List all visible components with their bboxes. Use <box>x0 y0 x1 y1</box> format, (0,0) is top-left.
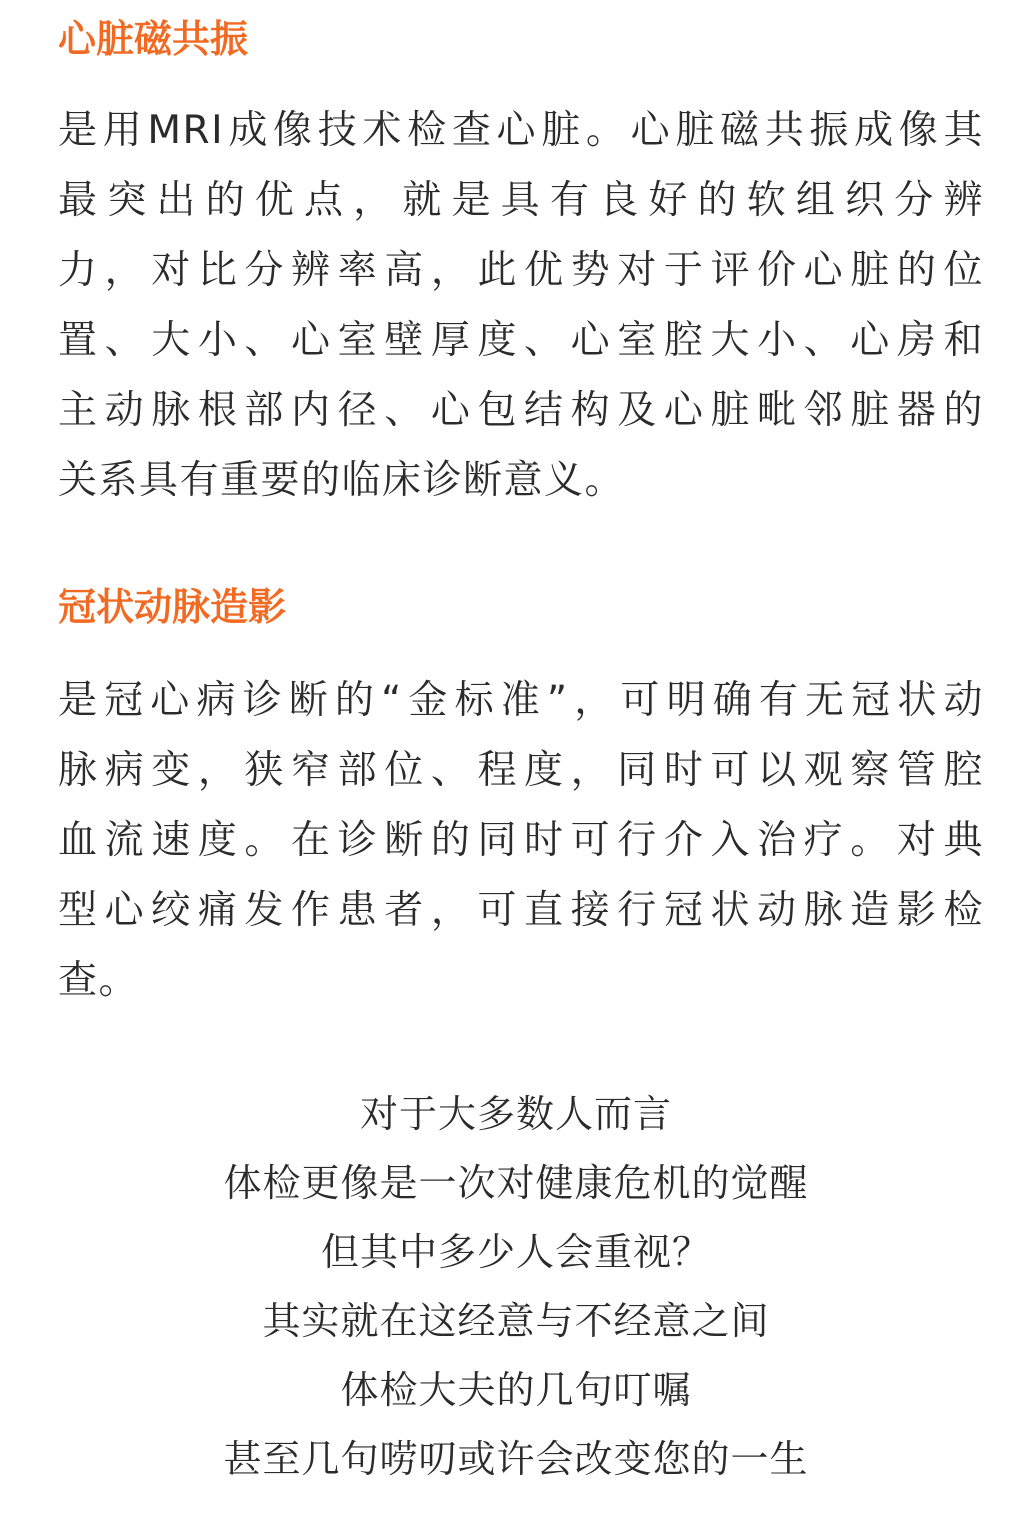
section-body-coronary-angiography <box>58 666 984 1016</box>
body-line: 是用MRI成像技术检查心脏。心脏磁共振成像其 <box>58 108 984 153</box>
body-line: 血流速度。在诊断的同时可行介入治疗。对典 <box>58 818 984 863</box>
verse-line: 对于大多数人而言 <box>359 1092 672 1136</box>
closing-verse <box>0 1080 1032 1494</box>
body-line: 查。 <box>58 958 140 1003</box>
body-line: 力，对比分辨率高，此优势对于评价心脏的位 <box>58 248 984 293</box>
section-heading-cardiac-mri: 心脏磁共振 <box>58 17 249 61</box>
verse-line: 但其中多少人会重视？ <box>320 1230 711 1274</box>
verse-line: 体检大夫的几句叮嘱 <box>340 1368 692 1412</box>
body-line: 最突出的优点，就是具有良好的软组织分辨 <box>58 178 984 223</box>
verse-line: 甚至几句唠叨或许会改变您的一生 <box>223 1437 809 1481</box>
section-body-cardiac-mri <box>58 96 984 516</box>
body-line: 主动脉根部内径、心包结构及心脏毗邻脏器的 <box>58 388 984 433</box>
section-heading-coronary-angiography: 冠状动脉造影 <box>58 585 287 629</box>
body-line: 关系具有重要的临床诊断意义。 <box>58 458 626 503</box>
body-line: 脉病变，狭窄部位、程度，同时可以观察管腔 <box>58 748 984 793</box>
verse-line: 体检更像是一次对健康危机的觉醒 <box>223 1161 809 1205</box>
body-line: 型心绞痛发作患者，可直接行冠状动脉造影检 <box>58 888 984 933</box>
body-line: 是冠心病诊断的“金标准”，可明确有无冠状动 <box>58 678 984 723</box>
body-line: 置、大小、心室壁厚度、心室腔大小、心房和 <box>58 318 984 363</box>
verse-line: 其实就在这经意与不经意之间 <box>262 1299 770 1343</box>
